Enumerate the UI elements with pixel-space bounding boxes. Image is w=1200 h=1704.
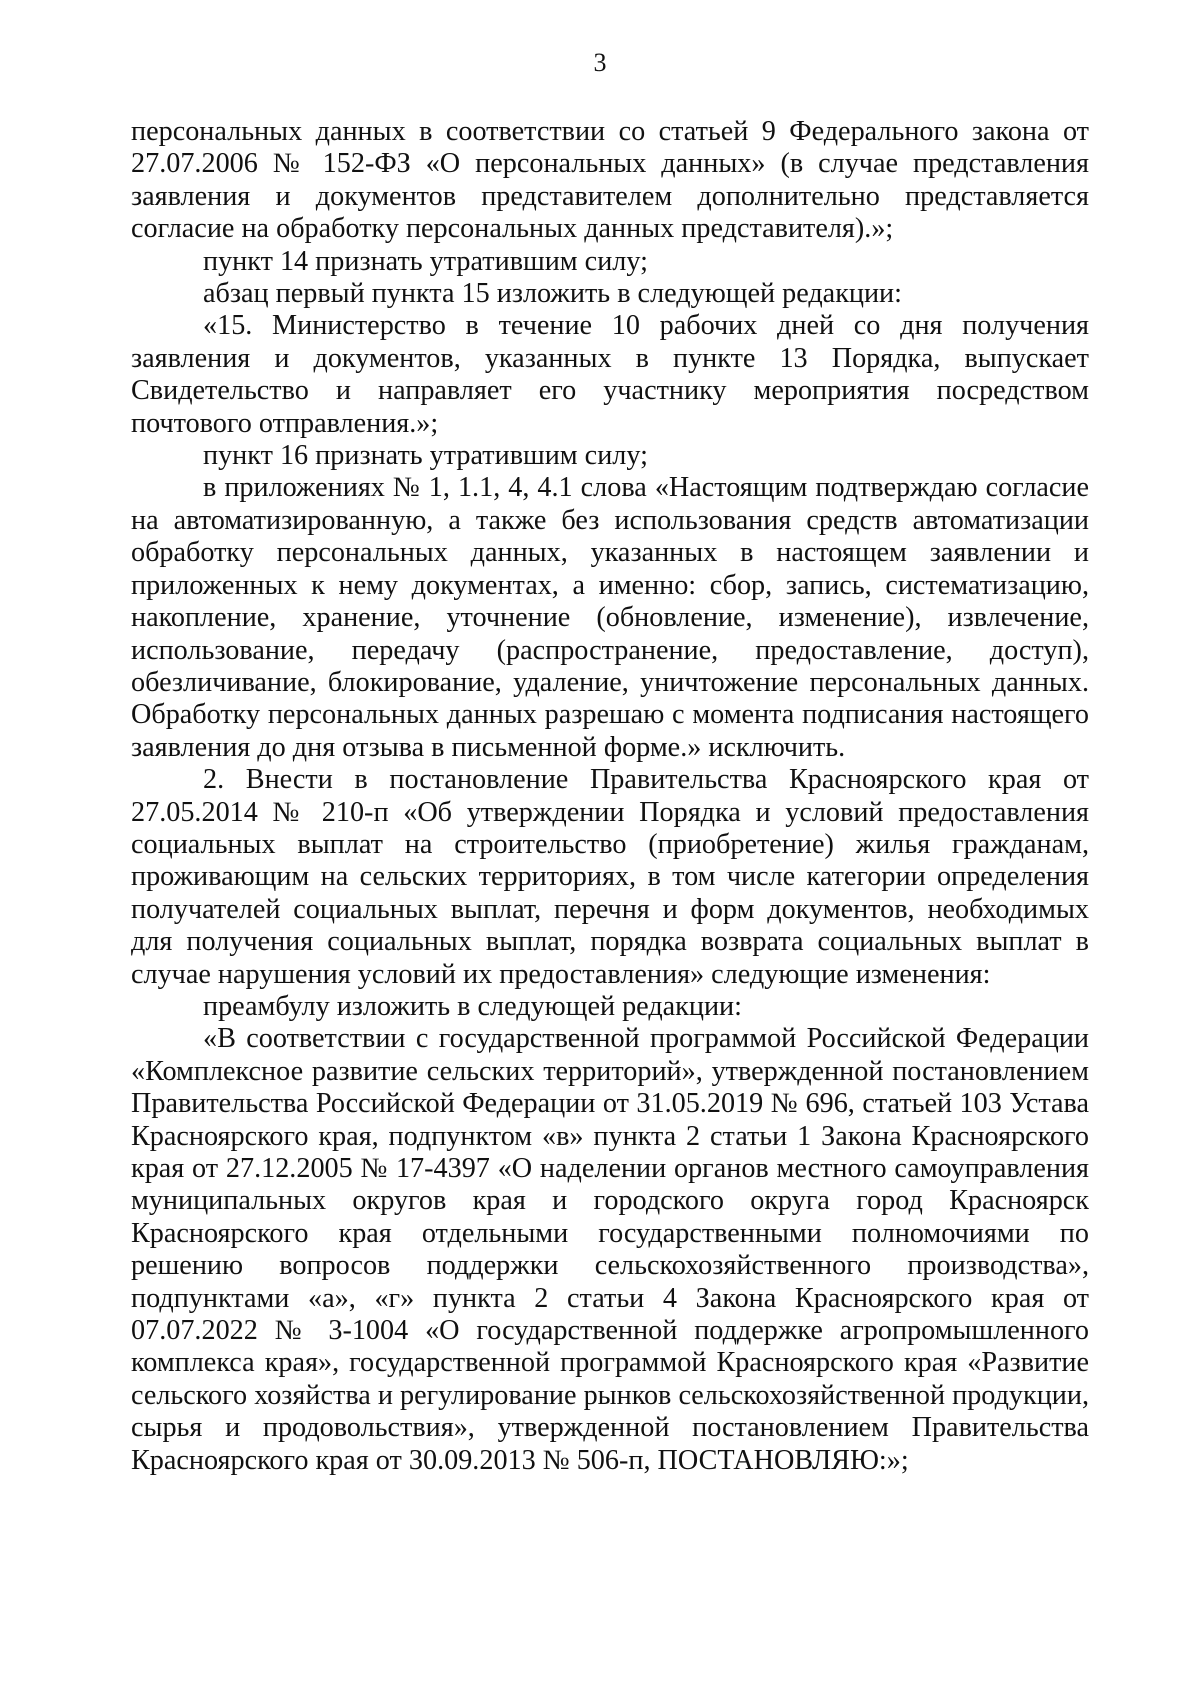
document-body (131, 116, 1089, 1477)
paragraph-point-14: пункт 14 признать утратившим силу; (203, 245, 648, 277)
paragraph-preamble-intro: преамбулу изложить в следующей редакции: (203, 990, 742, 1022)
paragraph-item-2: 2. Внести в постановление Правительства Красноярского края от 27.05.2014 № 210-п «Об утверждении Порядка и условий предоставления социальных выплат на строительство (приобретение) жилья гражданам, проживающим на сельских территориях, в том числе категории определения получателей социальных выплат, перечня и форм документов, необходимых для получения социальных выплат, порядка возврата социальных выплат в случае нарушения условий их предоставления» следующие изменения: (131, 764, 1089, 990)
paragraph-preamble-text: «В соответствии с государственной программой Российской Федерации «Комплексное развитие сельских территорий», утвержденной постановлением Правительства Российской Федерации от 31.05.2019 № 696, статьей 103 Устава Красноярского края, подпунктом «в» пункта 2 статьи 1 Закона Красноярского края от 27.12.2005 № 17-4397 «О наделении органов местного самоуправления муниципальных округов края и городского округа город Красноярск Красноярского края отдельными государственными полномочиями по решению вопросов поддержки сельскохозяйственного производства», подпунктами «а», «г» пункта 2 статьи 4 Закона Красноярского края от 07.07.2022 № 3-1004 «О государственной поддержке агропромышленного комплекса края», государственной программой Красноярского края «Развитие сельского хозяйства и регулирование рынков сельскохозяйственной продукции, сырья и продовольствия», утвержденной постановлением Правительства Красноярского края от 30.09.2013 № 506-п, ПОСТАНОВЛЯЮ:»; (131, 1023, 1089, 1476)
page-number: 3 (593, 48, 607, 77)
paragraph-continuation: персональных данных в соответствии со статьей 9 Федерального закона от 27.07.2006 № 152-ФЗ «О персональных данных» (в случае представления заявления и документов представителем дополнительно представляется согласие на обработку персональных данных представителя).»; (131, 116, 1089, 245)
paragraph-point-15-intro: абзац первый пункта 15 изложить в следующей редакции: (203, 278, 902, 310)
paragraph-point-16: пункт 16 признать утратившим силу; (203, 440, 648, 472)
paragraph-appendices: в приложениях № 1, 1.1, 4, 4.1 слова «Настоящим подтверждаю согласие на автоматизированную, а также без использования средств автоматизации обработку персональных данных, указанных в настоящем заявлении и приложенных к нему документах, а именно: сбор, запись, систематизацию, накопление, хранение, уточнение (обновление, изменение), извлечение, использование, передачу (распространение, предоставление, доступ), обезличивание, блокирование, удаление, уничтожение персональных данных. Обработку персональных данных разрешаю с момента подписания настоящего заявления до дня отзыва в письменной форме.» исключить. (131, 472, 1089, 763)
paragraph-point-15-text: «15. Министерство в течение 10 рабочих дней со дня получения заявления и документов, указанных в пункте 13 Порядка, выпускает Свидетельство и направляет его участнику мероприятия посредством почтового отправления.»; (131, 310, 1089, 439)
